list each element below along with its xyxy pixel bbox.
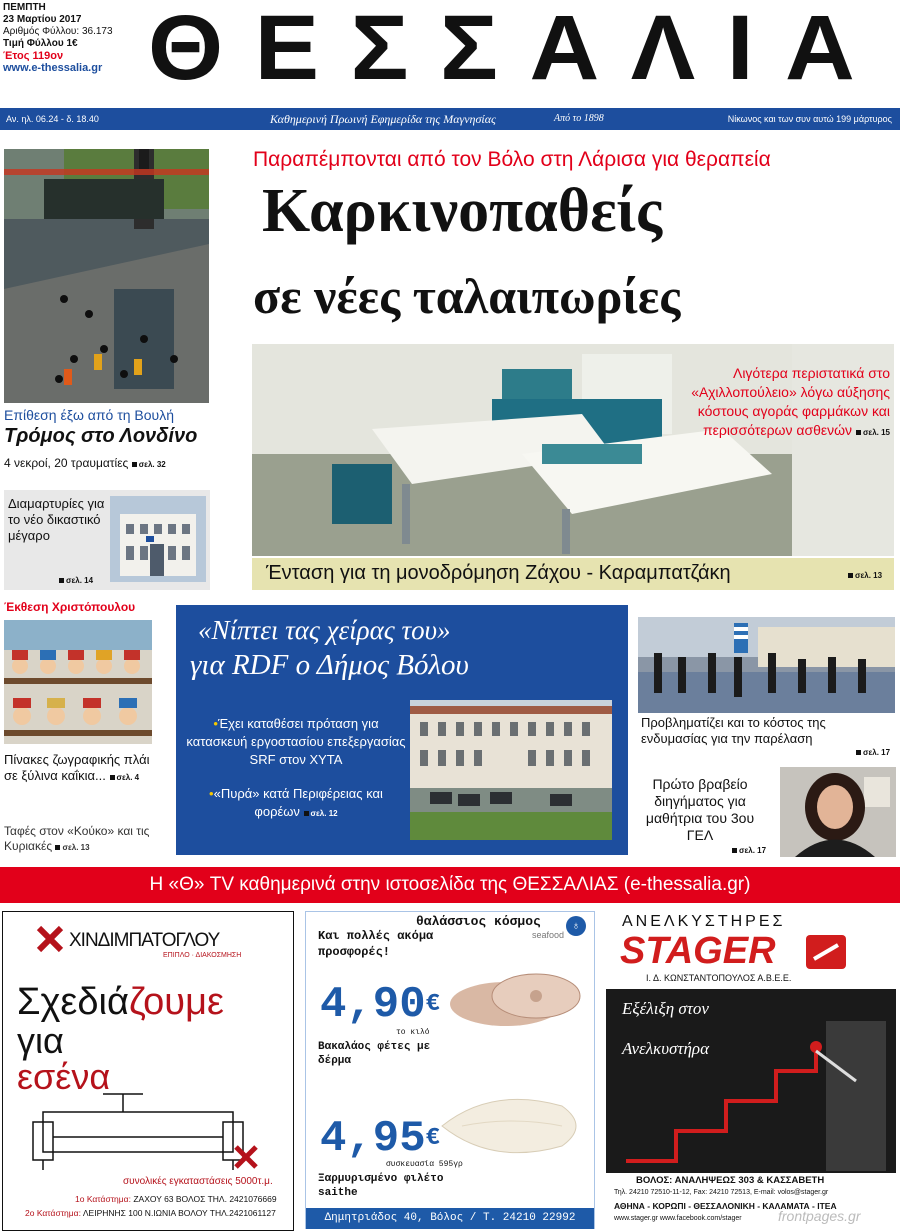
court-text: Διαμαρτυρίες για το νέο δικαστικό μέγαρο (8, 496, 105, 543)
ad1-store-1-text: ΖΑΧΟΥ 63 ΒΟΛΟΣ ΤΗΛ. 2421076669 (133, 1194, 277, 1204)
seafood-logo-icon: ♁ (566, 916, 586, 936)
ad3-top: ΑΝΕΛΚΥΣΤΗΡΕΣ (622, 913, 786, 930)
masthead-strip (0, 108, 900, 130)
ad3-slogan-2: Ανελκυστήρα (622, 1039, 710, 1058)
parade-photo[interactable] (638, 617, 895, 713)
ad2-brand-sub: seafood (532, 930, 565, 940)
burial-wrap (4, 824, 164, 855)
name-day: Νίκωνος και των συν αυτώ 199 μάρτυρος (727, 114, 892, 124)
ad2-item-1: Βακαλάος φέτες με δέρμα (318, 1041, 431, 1067)
ad1-store-2-label: 2ο Κατάστημα: (25, 1208, 81, 1218)
ad2-intro: Και πολλές ακόμα προσφορές! (318, 929, 434, 959)
ad3-web: www.stager.gr www.facebook.com/stager (614, 1215, 742, 1222)
ad3-cities: ΑΘΗΝΑ - ΚΟΡΩΠΙ - ΘΕΣΣΑΛΟΝΙΚΗ - ΚΑΛΑΜΑΤΑ - ΙΤΕΑ (614, 1201, 837, 1211)
ad1-store-2 (25, 1208, 276, 1218)
tagline: Καθημερινή Πρωινή Εφημερίδα της Μαγνησίας (270, 112, 496, 126)
ad1-slogan-2: για (17, 1020, 64, 1061)
ad3-slogan-1: Εξέλιξη στον (622, 999, 709, 1018)
bullet-dot-icon: • (213, 716, 218, 731)
prize-page-ref: σελ. 17 (732, 846, 766, 855)
website-link[interactable]: www.e-thessalia.gr (3, 62, 103, 74)
ad2-price-1-currency: € (425, 991, 441, 1018)
ad1-store-2-text: ΛΕΙΡΗΝΗΣ 100 Ν.ΙΩΝΙΑ ΒΟΛΟΥ ΤΗΛ.2421061127 (82, 1208, 276, 1218)
newspaper-logo: ΘΕΣΣΑΛΙΑ (148, 0, 887, 99)
ad1-slogan-3: εσένα (17, 1056, 111, 1097)
ad2-price-2-currency: € (425, 1125, 441, 1152)
student-photo (780, 767, 896, 857)
rdf-bullet-1-text: Έχει καταθέσει πρόταση για κατασκευή εργοστασίου επεξεργασίας SRF στον ΧΥΤΑ (186, 716, 406, 767)
ad3-address: ΒΟΛΟΣ: ΑΝΑΛΗΨΕΩΣ 303 & ΚΑΣΣΑΒΕΤΗ (636, 1175, 825, 1186)
ad2-price-2-value: 4,95 (320, 1114, 426, 1164)
ad2-price-1 (320, 982, 440, 1028)
parade-text[interactable]: Προβληματίζει και το κόστος της ενδυμασίας για την παρέλαση (641, 715, 826, 746)
ad2-unit-2: συσκευασία 595γρ (386, 1160, 463, 1169)
court-photo (110, 496, 206, 582)
ad1-brand-sub: ΕΠΙΠΛΟ · ΔΙΑΚΟΣΜΗΣΗ (163, 952, 242, 959)
ad-elevators[interactable] (606, 911, 896, 1229)
rdf-photo (410, 700, 612, 840)
london-photo[interactable] (4, 149, 209, 403)
prize-text[interactable]: Πρώτο βραβείο διηγήματος για μαθήτρια του 3ου ΓΕΛ (645, 776, 755, 843)
ad3-brand: STAGER (620, 930, 776, 972)
since-year: Από το 1898 (554, 113, 604, 124)
ad1-slogan-1b: ζουμε (128, 981, 224, 1023)
lead-deck-ref: σελ. 15 (856, 428, 890, 437)
rdf-title-1: «Νίπτει τας χείρας του» (198, 615, 451, 645)
rdf-bullet-2 (186, 785, 406, 823)
cross-logo-icon (35, 924, 65, 954)
lead-headline-1[interactable]: Καρκινοπαθείς (262, 177, 662, 245)
rdf-bullet-1 (186, 715, 406, 769)
bullet-dot-icon: • (209, 786, 214, 801)
issue-year: Έτος 119ον (3, 50, 64, 62)
court-page-ref: σελ. 14 (59, 576, 93, 585)
ad2-footer: Δημητριάδος 40, Βόλος / Τ. 24210 22992 (306, 1208, 594, 1229)
ad1-store-1-label: 1ο Κατάστημα: (75, 1194, 131, 1204)
london-page-ref: σελ. 32 (132, 460, 166, 469)
issue-day: ΠΕΜΠΤΗ (3, 2, 46, 13)
tv-banner[interactable]: Η «Θ» TV καθημερινά στην ιστοσελίδα της ΘΕΣΣΑΛΙΑΣ (e-thessalia.gr) (0, 867, 900, 903)
ad-seafood[interactable] (305, 911, 595, 1229)
london-kicker: Επίθεση έξω από τη Βουλή (4, 407, 174, 423)
burial-ref: σελ. 13 (55, 843, 89, 852)
ad2-price-2 (320, 1116, 440, 1162)
rdf-title-2: για RDF ο Δήμος Βόλου (190, 649, 469, 681)
lead-bar[interactable] (252, 558, 894, 590)
london-sub-text: 4 νεκροί, 20 τραυματίες (4, 456, 129, 470)
parade-page-ref: σελ. 17 (856, 748, 890, 757)
lead-bar-text: Ένταση για τη μονοδρόμηση Ζάχου - Καραμπατζάκη (266, 562, 731, 584)
ad2-item-2: Ξαρμυρισμένο φιλέτο saithe (318, 1173, 444, 1199)
issue-date: 23 Μαρτίου 2017 (3, 14, 82, 25)
sun-times: Αν. ηλ. 06.24 - δ. 18.40 (6, 114, 99, 124)
ad1-store-1 (75, 1194, 277, 1204)
issue-number: Αριθμός Φύλλου: 36.173 (3, 26, 113, 37)
ad1-slogan-1a: Σχεδιά (17, 981, 129, 1023)
london-headline[interactable]: Τρόμος στο Λονδίνο (4, 425, 198, 447)
issue-price: Τιμή Φύλλου 1€ (3, 38, 78, 49)
cross-small-icon (233, 1144, 259, 1170)
ad1-slogan-1 (17, 982, 224, 1022)
ad3-phones: Τηλ. 24210 72510-11-12, Fax: 24210 72513, E-mail: volos@stager.gr (614, 1189, 829, 1196)
watermark: frontpages.gr (778, 1208, 861, 1224)
expo-label: Έκθεση Χριστόπουλου (4, 600, 136, 614)
expo-page-ref: σελ. 4 (110, 773, 140, 782)
ad1-area: συνολικές εγκαταστάσεις 5000τ.μ. (123, 1176, 273, 1187)
masthead-info (3, 2, 143, 74)
lead-bar-ref: σελ. 13 (848, 571, 882, 580)
court-box[interactable] (4, 490, 210, 590)
sofa-sketch-icon (23, 1092, 263, 1172)
fish-fillet-icon (432, 1086, 592, 1166)
ad-furniture[interactable] (2, 911, 294, 1231)
lead-kicker: Παραπέμπονται από τον Βόλο στη Λάρισα για θεραπεία (253, 148, 771, 171)
lead-deck: Λιγότερα περιστατικά στο «Αχιλλοπούλειο» λόγω αύξησης κόστους αγοράς φαρμάκων και περισσότερων ασθενών (691, 365, 890, 438)
fish-steak-icon (446, 966, 586, 1032)
rdf-box[interactable] (176, 605, 628, 855)
ad2-price-1-value: 4,90 (320, 980, 426, 1030)
stager-logo-icon (806, 935, 846, 969)
expo-text: Πίνακες ζωγραφικής πλάι σε ξύλινα καΐκια... (4, 752, 150, 783)
london-sub (4, 456, 166, 470)
ad3-company: Ι. Δ. ΚΩΝΣΤΑΝΤΟΠΟΥΛΟΣ Α.Β.Ε.Ε. (646, 973, 792, 983)
expo-text-wrap (4, 752, 154, 786)
ad2-unit-1: το κιλό (396, 1028, 430, 1037)
expo-photo[interactable] (4, 620, 152, 744)
lead-deck-wrap (690, 364, 890, 442)
stairs-graph-icon (616, 1021, 886, 1171)
ad1-brand: ΧΙΝΔΙΜΠΑΤΟΓΛΟΥ (69, 930, 220, 951)
rdf-bullet-2-text: «Πυρά» κατά Περιφέρειας και φορέων (213, 786, 383, 819)
lead-headline-2[interactable]: σε νέες ταλαιπωρίες (253, 268, 681, 324)
rdf-page-ref: σελ. 12 (304, 809, 338, 818)
ad2-brand: θαλάσσιος κόσμος (416, 914, 541, 929)
burial-text: Ταφές στον «Κούκο» και τις Κυριακές (4, 824, 150, 853)
